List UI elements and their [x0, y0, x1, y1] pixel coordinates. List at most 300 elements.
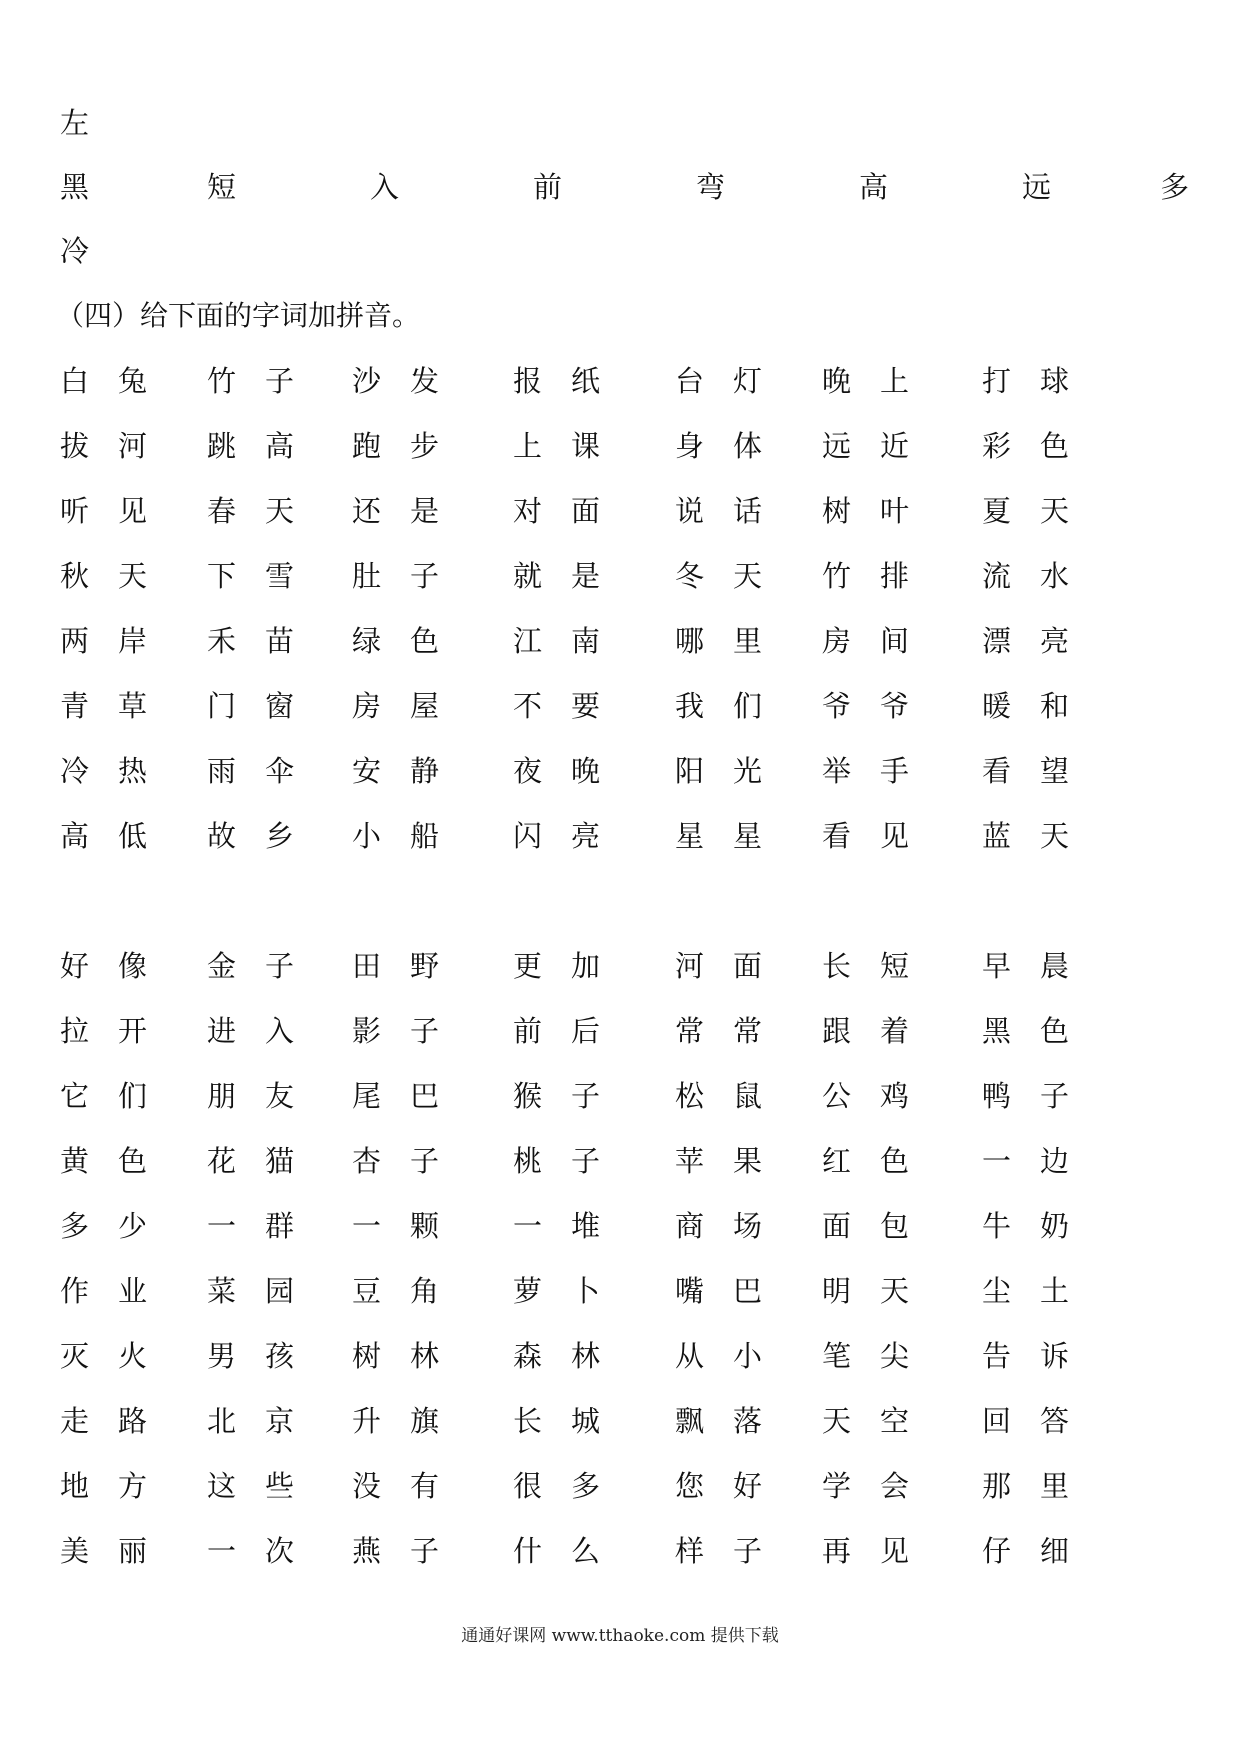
word-pair: [60, 1403, 147, 1439]
word-pair: [822, 558, 909, 594]
word-pair: [982, 1468, 1069, 1504]
word-char: 暖: [982, 689, 1012, 723]
word-char: 些: [265, 1469, 295, 1503]
word-char: 春: [207, 494, 237, 528]
word-pair: [207, 818, 294, 854]
word-char: 细: [1040, 1534, 1070, 1568]
word-char: 好: [733, 1469, 763, 1503]
word-char: 秋: [60, 559, 90, 593]
word-char: 纸: [571, 364, 601, 398]
word-pair: [207, 623, 294, 659]
word-pair: [60, 753, 147, 789]
word-char: 故: [207, 819, 237, 853]
word-pair: [60, 948, 147, 984]
word-char: 金: [207, 949, 237, 983]
word-pair: [822, 493, 909, 529]
word-char: 小: [352, 819, 382, 853]
word-char: 杏: [352, 1144, 382, 1178]
word-row: [0, 1468, 1240, 1504]
word-char: 见: [880, 819, 910, 853]
word-pair: [513, 493, 600, 529]
word-char: 鸭: [982, 1079, 1012, 1113]
word-row: [0, 428, 1240, 464]
word-pair: [822, 818, 909, 854]
word-char: 安: [352, 754, 382, 788]
word-pair: [822, 1013, 909, 1049]
word-char: 蓝: [982, 819, 1012, 853]
word-pair: [675, 493, 762, 529]
word-char: 夏: [982, 494, 1012, 528]
word-pair: [207, 1273, 294, 1309]
word-char: 友: [265, 1079, 295, 1113]
word-char: 跳: [207, 429, 237, 463]
word-char: 商: [675, 1209, 705, 1243]
word-char: 天: [1040, 494, 1070, 528]
word-char: 南: [571, 624, 601, 658]
word-row: [0, 623, 1240, 659]
word-char: 子: [571, 1079, 601, 1113]
word-pair: [352, 623, 439, 659]
word-pair: [207, 753, 294, 789]
word-pair: [513, 1013, 600, 1049]
word-pair: [675, 1143, 762, 1179]
word-char: 城: [571, 1404, 601, 1438]
word-char: 课: [571, 429, 601, 463]
word-char: 打: [982, 364, 1012, 398]
word-pair: [513, 428, 600, 464]
word-char: 星: [733, 819, 763, 853]
word-char: 天: [118, 559, 148, 593]
word-char: 们: [118, 1079, 148, 1113]
antonym-char: 短: [207, 170, 237, 204]
word-char: 还: [352, 494, 382, 528]
word-pair: [982, 363, 1069, 399]
word-pair: [352, 1078, 439, 1114]
word-pair: [822, 753, 909, 789]
word-pair: [982, 1208, 1069, 1244]
word-pair: [675, 623, 762, 659]
word-char: 尘: [982, 1274, 1012, 1308]
word-char: 河: [675, 949, 705, 983]
word-char: 堆: [571, 1209, 601, 1243]
word-row: [0, 1208, 1240, 1244]
word-char: 巴: [733, 1274, 763, 1308]
word-pair: [675, 1078, 762, 1114]
word-pair: [675, 1468, 762, 1504]
word-char: 桃: [513, 1144, 543, 1178]
word-char: 是: [410, 494, 440, 528]
word-char: 再: [822, 1534, 852, 1568]
word-char: 天: [822, 1404, 852, 1438]
word-char: 果: [733, 1144, 763, 1178]
word-char: 树: [352, 1339, 382, 1373]
word-char: 好: [60, 949, 90, 983]
word-row: [0, 493, 1240, 529]
word-pair: [352, 948, 439, 984]
word-pair: [513, 1468, 600, 1504]
word-pair: [982, 623, 1069, 659]
word-char: 场: [733, 1209, 763, 1243]
word-char: 见: [118, 494, 148, 528]
word-char: 美: [60, 1534, 90, 1568]
word-char: 远: [822, 429, 852, 463]
word-char: 话: [733, 494, 763, 528]
word-row: [0, 1143, 1240, 1179]
word-char: 和: [1040, 689, 1070, 723]
word-pair: [513, 1338, 600, 1374]
word-char: 体: [733, 429, 763, 463]
word-char: 步: [410, 429, 440, 463]
word-row: [0, 1078, 1240, 1114]
word-char: 低: [118, 819, 148, 853]
word-pair: [352, 428, 439, 464]
word-char: 排: [880, 559, 910, 593]
word-char: 里: [733, 624, 763, 658]
word-row: [0, 1338, 1240, 1374]
word-char: 色: [1040, 429, 1070, 463]
word-char: 竹: [822, 559, 852, 593]
word-pair: [982, 1533, 1069, 1569]
word-pair: [675, 818, 762, 854]
word-char: 角: [410, 1274, 440, 1308]
word-pair: [675, 363, 762, 399]
word-pair: [513, 1143, 600, 1179]
word-char: 从: [675, 1339, 705, 1373]
word-char: 什: [513, 1534, 543, 1568]
word-char: 上: [880, 364, 910, 398]
antonym-char: 远: [1022, 170, 1052, 204]
word-row: [0, 1403, 1240, 1439]
word-char: 红: [822, 1144, 852, 1178]
word-char: 群: [265, 1209, 295, 1243]
word-char: 色: [880, 1144, 910, 1178]
word-char: 竹: [207, 364, 237, 398]
word-char: 光: [733, 754, 763, 788]
word-char: 河: [118, 429, 148, 463]
word-char: 星: [675, 819, 705, 853]
word-char: 飘: [675, 1404, 705, 1438]
word-char: 开: [118, 1014, 148, 1048]
word-char: 北: [207, 1404, 237, 1438]
word-row: [0, 818, 1240, 854]
word-char: 绿: [352, 624, 382, 658]
word-char: 禾: [207, 624, 237, 658]
word-row: [0, 753, 1240, 789]
word-char: 晚: [822, 364, 852, 398]
word-char: 里: [1040, 1469, 1070, 1503]
word-row: [0, 1013, 1240, 1049]
word-pair: [207, 1013, 294, 1049]
word-pair: [982, 428, 1069, 464]
word-char: 告: [982, 1339, 1012, 1373]
word-char: 明: [822, 1274, 852, 1308]
word-char: 们: [733, 689, 763, 723]
word-char: 岸: [118, 624, 148, 658]
word-pair: [513, 558, 600, 594]
word-char: 方: [118, 1469, 148, 1503]
word-char: 黑: [982, 1014, 1012, 1048]
word-pair: [822, 688, 909, 724]
word-char: 丽: [118, 1534, 148, 1568]
word-pair: [352, 558, 439, 594]
word-pair: [822, 1273, 909, 1309]
word-char: 猴: [513, 1079, 543, 1113]
word-char: 白: [60, 364, 90, 398]
word-char: 公: [822, 1079, 852, 1113]
word-char: 长: [822, 949, 852, 983]
top-line-1: 左: [60, 106, 90, 140]
word-char: 漂: [982, 624, 1012, 658]
word-char: 这: [207, 1469, 237, 1503]
word-char: 学: [822, 1469, 852, 1503]
word-pair: [822, 948, 909, 984]
word-char: 间: [880, 624, 910, 658]
word-char: 少: [118, 1209, 148, 1243]
word-char: 猫: [265, 1144, 295, 1178]
word-char: 色: [118, 1144, 148, 1178]
word-char: 一: [982, 1144, 1012, 1178]
word-pair: [675, 1273, 762, 1309]
word-pair: [822, 623, 909, 659]
word-char: 一: [207, 1209, 237, 1243]
word-pair: [675, 948, 762, 984]
word-char: 兔: [118, 364, 148, 398]
word-char: 田: [352, 949, 382, 983]
word-char: 见: [880, 1534, 910, 1568]
word-pair: [822, 428, 909, 464]
word-pair: [352, 1468, 439, 1504]
word-char: 颗: [410, 1209, 440, 1243]
word-pair: [352, 688, 439, 724]
word-char: 林: [571, 1339, 601, 1373]
word-char: 林: [410, 1339, 440, 1373]
word-char: 爷: [880, 689, 910, 723]
word-char: 萝: [513, 1274, 543, 1308]
word-char: 苗: [265, 624, 295, 658]
word-char: 手: [880, 754, 910, 788]
word-char: 要: [571, 689, 601, 723]
word-pair: [207, 493, 294, 529]
word-pair: [675, 1013, 762, 1049]
word-pair: [675, 1403, 762, 1439]
word-pair: [982, 1403, 1069, 1439]
word-char: 雪: [265, 559, 295, 593]
word-char: 天: [1040, 819, 1070, 853]
word-pair: [982, 493, 1069, 529]
word-char: 小: [733, 1339, 763, 1373]
word-pair: [982, 1078, 1069, 1114]
word-row: [0, 948, 1240, 984]
word-char: 卜: [571, 1274, 601, 1308]
word-char: 江: [513, 624, 543, 658]
word-char: 房: [822, 624, 852, 658]
word-char: 回: [982, 1404, 1012, 1438]
word-char: 更: [513, 949, 543, 983]
word-pair: [675, 1208, 762, 1244]
word-char: 入: [265, 1014, 295, 1048]
word-char: 多: [571, 1469, 601, 1503]
word-pair: [60, 1143, 147, 1179]
top-line-2: 冷: [60, 234, 90, 268]
word-char: 一: [207, 1534, 237, 1568]
word-char: 静: [410, 754, 440, 788]
word-pair: [207, 688, 294, 724]
word-pair: [982, 818, 1069, 854]
word-pair: [352, 1338, 439, 1374]
word-char: 子: [571, 1144, 601, 1178]
word-char: 面: [571, 494, 601, 528]
word-char: 早: [982, 949, 1012, 983]
word-char: 您: [675, 1469, 705, 1503]
word-pair: [822, 1533, 909, 1569]
word-pair: [513, 753, 600, 789]
word-char: 很: [513, 1469, 543, 1503]
word-char: 阳: [675, 754, 705, 788]
word-pair: [982, 948, 1069, 984]
word-pair: [982, 1273, 1069, 1309]
word-char: 热: [118, 754, 148, 788]
antonym-char: 多: [1160, 170, 1190, 204]
word-char: 样: [675, 1534, 705, 1568]
word-pair: [352, 753, 439, 789]
word-char: 叶: [880, 494, 910, 528]
word-pair: [352, 1533, 439, 1569]
word-char: 奶: [1040, 1209, 1070, 1243]
word-char: 野: [410, 949, 440, 983]
word-pair: [60, 818, 147, 854]
word-char: 地: [60, 1469, 90, 1503]
word-pair: [60, 1208, 147, 1244]
word-char: 没: [352, 1469, 382, 1503]
word-char: 高: [265, 429, 295, 463]
word-char: 举: [822, 754, 852, 788]
word-pair: [822, 1208, 909, 1244]
word-char: 高: [60, 819, 90, 853]
word-char: 常: [733, 1014, 763, 1048]
word-char: 天: [265, 494, 295, 528]
word-char: 亮: [1040, 624, 1070, 658]
word-char: 我: [675, 689, 705, 723]
word-pair: [352, 1143, 439, 1179]
word-char: 冬: [675, 559, 705, 593]
word-char: 笔: [822, 1339, 852, 1373]
word-char: 沙: [352, 364, 382, 398]
word-char: 子: [265, 949, 295, 983]
word-char: 一: [352, 1209, 382, 1243]
word-char: 子: [733, 1534, 763, 1568]
word-char: 花: [207, 1144, 237, 1178]
antonym-char: 高: [859, 170, 889, 204]
word-pair: [60, 493, 147, 529]
word-char: 近: [880, 429, 910, 463]
word-char: 包: [880, 1209, 910, 1243]
word-char: 森: [513, 1339, 543, 1373]
word-pair: [513, 1208, 600, 1244]
word-char: 草: [118, 689, 148, 723]
word-pair: [675, 753, 762, 789]
word-pair: [982, 688, 1069, 724]
word-pair: [513, 818, 600, 854]
antonym-char: 黑: [60, 170, 90, 204]
word-pair: [207, 1338, 294, 1374]
word-char: 窗: [265, 689, 295, 723]
word-char: 屋: [410, 689, 440, 723]
word-pair: [352, 493, 439, 529]
word-char: 流: [982, 559, 1012, 593]
word-pair: [60, 428, 147, 464]
word-char: 像: [118, 949, 148, 983]
word-char: 报: [513, 364, 543, 398]
word-char: 黄: [60, 1144, 90, 1178]
word-pair: [60, 558, 147, 594]
word-char: 火: [118, 1339, 148, 1373]
word-char: 进: [207, 1014, 237, 1048]
word-pair: [60, 1273, 147, 1309]
word-char: 鼠: [733, 1079, 763, 1113]
word-char: 走: [60, 1404, 90, 1438]
word-char: 加: [571, 949, 601, 983]
word-char: 乡: [265, 819, 295, 853]
word-pair: [982, 753, 1069, 789]
word-pair: [207, 1468, 294, 1504]
word-char: 诉: [1040, 1339, 1070, 1373]
word-char: 豆: [352, 1274, 382, 1308]
word-char: 上: [513, 429, 543, 463]
word-pair: [60, 1533, 147, 1569]
word-char: 拉: [60, 1014, 90, 1048]
word-char: 雨: [207, 754, 237, 788]
word-char: 么: [571, 1534, 601, 1568]
word-pair: [982, 558, 1069, 594]
word-char: 常: [675, 1014, 705, 1048]
word-char: 子: [265, 364, 295, 398]
word-char: 亮: [571, 819, 601, 853]
word-char: 男: [207, 1339, 237, 1373]
word-pair: [207, 363, 294, 399]
word-char: 冷: [60, 754, 90, 788]
word-char: 边: [1040, 1144, 1070, 1178]
word-pair: [207, 1078, 294, 1114]
word-char: 多: [60, 1209, 90, 1243]
word-char: 园: [265, 1274, 295, 1308]
word-char: 跑: [352, 429, 382, 463]
word-char: 燕: [352, 1534, 382, 1568]
word-pair: [675, 688, 762, 724]
word-char: 灯: [733, 364, 763, 398]
word-char: 天: [733, 559, 763, 593]
word-char: 短: [880, 949, 910, 983]
word-pair: [982, 1013, 1069, 1049]
word-pair: [513, 948, 600, 984]
word-char: 身: [675, 429, 705, 463]
word-row: [0, 1273, 1240, 1309]
word-pair: [675, 428, 762, 464]
antonym-row: [0, 169, 1240, 205]
word-char: 就: [513, 559, 543, 593]
word-char: 有: [410, 1469, 440, 1503]
word-pair: [675, 1533, 762, 1569]
word-pair: [822, 363, 909, 399]
section-heading: （四）给下面的字词加拼音。: [56, 299, 421, 332]
word-pair: [822, 1143, 909, 1179]
word-char: 鸡: [880, 1079, 910, 1113]
word-pair: [513, 1403, 600, 1439]
word-pair: [207, 948, 294, 984]
word-pair: [60, 363, 147, 399]
word-char: 肚: [352, 559, 382, 593]
word-pair: [822, 1078, 909, 1114]
word-char: 路: [118, 1404, 148, 1438]
